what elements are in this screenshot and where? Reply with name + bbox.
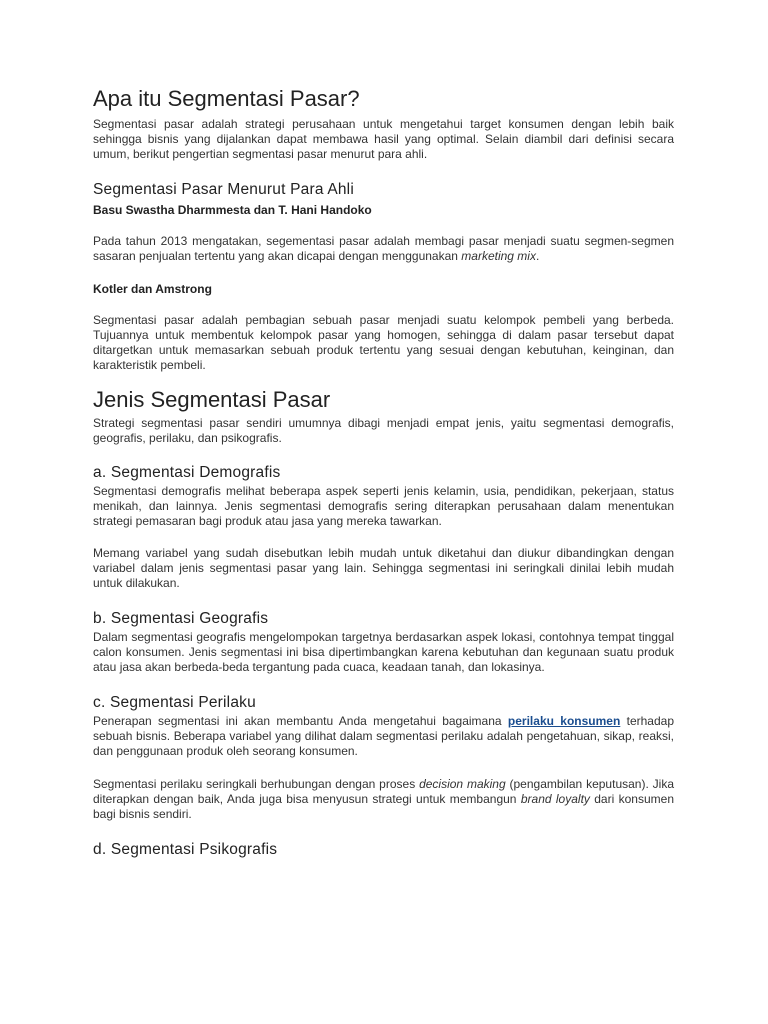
intro-paragraph: Segmentasi pasar adalah strategi perusahaan untuk mengetahui target konsumen dengan lebih baik sehingga bisnis yang dijalankan dapat membawa hasil yang optimal. Selain diambil dari definisi secara umum, berikut pengertian segmentasi pasar menurut para ahli. — [93, 117, 674, 161]
experts-heading: Segmentasi Pasar Menurut Para Ahli — [93, 181, 354, 198]
perilaku-heading: c. Segmentasi Perilaku — [93, 694, 256, 711]
psikografis-heading: d. Segmentasi Psikografis — [93, 841, 278, 858]
demografis-paragraph-1: Segmentasi demografis melihat beberapa aspek seperti jenis kelamin, usia, pendidikan, pekerjaan, status menikah, dan lainnya. Jenis segmentasi demografis sering diterapkan perusahaan dalam menentukan strategi pemasaran bagi produk atau jasa yang mereka tawarkan. — [93, 484, 674, 528]
demografis-paragraph-2: Memang variabel yang sudah disebutkan lebih mudah untuk diketahui dan diukur dibandingkan dengan variabel dalam jenis segmentasi pasar yang lain. Sehingga segmentasi ini seringkali dinilai lebih mudah untuk dilakukan. — [93, 546, 674, 590]
perilaku-konsumen-link[interactable]: perilaku konsumen — [507, 714, 621, 728]
perilaku-text-end: terhadap sebuah bisnis. Beberapa variabel yang dilihat dalam segmentasi perilaku adalah pengetahuan, sikap, reaksi, dan penggunaan produk oleh seorang konsumen. — [93, 714, 675, 758]
types-intro: Strategi segmentasi pasar sendiri umumnya dibagi menjadi empat jenis, yaitu segmentasi demografis, geografis, perilaku, dan psikografis. — [93, 416, 674, 445]
demografis-heading: a. Segmentasi Demografis — [93, 464, 281, 481]
expert1-name: Basu Swastha Dharmmesta dan T. Hani Handoko — [93, 203, 372, 217]
perilaku2-mid: (pengambilan keputusan). Jika diterapkan dengan baik, Anda juga bisa menyusun strategi untuk membangun — [93, 777, 674, 806]
expert1-text: Pada tahun 2013 mengatakan, segementasi pasar adalah membagi pasar menjadi suatu segmen-segmen sasaran penjualan tertentu yang akan dicapai dengan menggunakan — [93, 234, 674, 263]
perilaku-paragraph-1 — [93, 714, 674, 759]
perilaku-paragraph-2 — [93, 777, 674, 822]
expert1-term: marketing mix — [461, 249, 536, 263]
article-content — [93, 84, 674, 860]
expert2-name: Kotler dan Amstrong — [93, 282, 212, 296]
decision-making-term: decision making — [419, 777, 506, 791]
article-title: Apa itu Segmentasi Pasar? — [93, 86, 360, 111]
expert2-paragraph: Segmentasi pasar adalah pembagian sebuah pasar menjadi suatu kelompok pembeli yang berbeda. Tujuannya untuk membentuk kelompok pasar yang homogen, sehingga di dalam pasar tersebut dapat ditargetkan untuk memasarkan sebuah produk tertentu yang sesuai dengan kebutuhan, keinginan, dan karakteristik pembeli. — [93, 313, 674, 372]
perilaku-text-start: Penerapan segmentasi ini akan membantu Anda mengetahui bagaimana — [93, 714, 508, 728]
brand-loyalty-term: brand loyalty — [520, 792, 590, 806]
geografis-paragraph: Dalam segmentasi geografis mengelompokan targetnya berdasarkan aspek lokasi, contohnya tempat tinggal calon konsumen. Jenis segmentasi ini bisa dipertimbangkan karena kebutuhan dan kegunaan suatu produk atau jasa akan berbeda-beda tergantung pada cuaca, keadaan tanah, dan lokasinya. — [93, 630, 674, 674]
geografis-heading: b. Segmentasi Geografis — [93, 610, 269, 627]
expert1-end: . — [535, 249, 540, 263]
expert1-paragraph — [93, 234, 674, 264]
types-title: Jenis Segmentasi Pasar — [93, 387, 331, 412]
perilaku2-end: dari konsumen bagi bisnis sendiri. — [93, 792, 674, 821]
perilaku2-start: Segmentasi perilaku seringkali berhubungan dengan proses — [93, 777, 420, 791]
